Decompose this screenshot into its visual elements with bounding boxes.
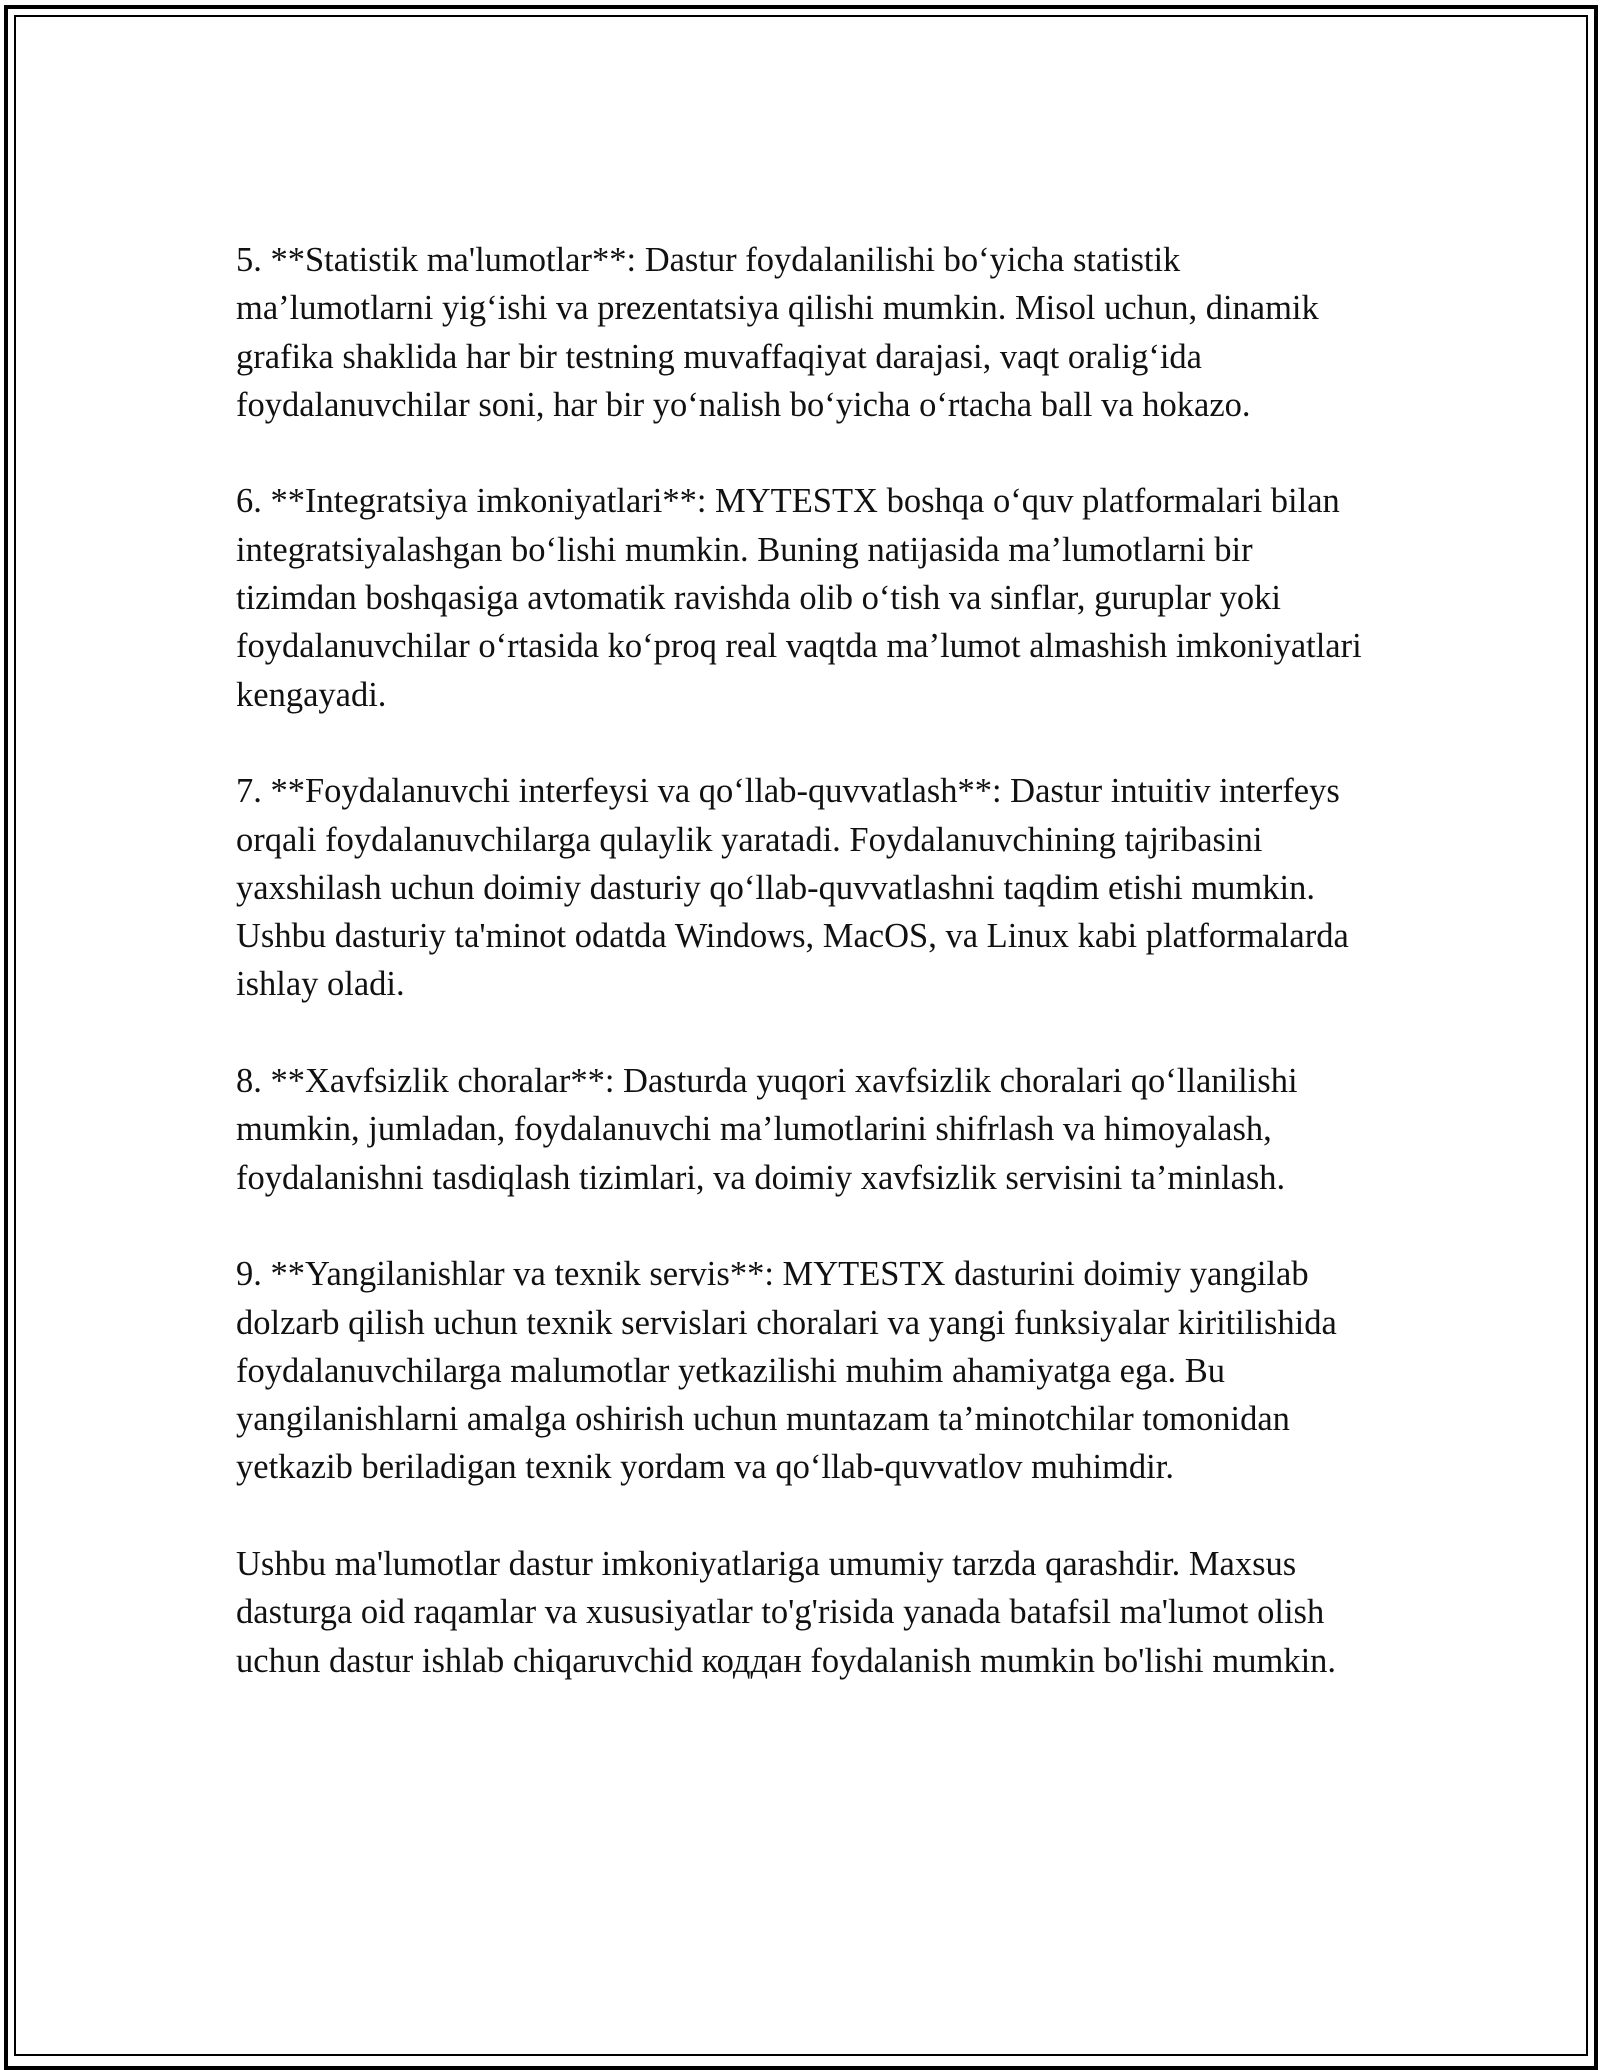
paragraph-integration: 6. **Integratsiya imkoniyatlari**: MYTESTX boshqa o‘quv platformalari bilan integratsiyalashgan bo‘lishi mumkin. Buning natijasida ma’lumotlarni bir tizimdan boshqasiga avtomatik ravishda olib o‘tish va sinflar, guruplar yoki foydalanuvchilar o‘rtasida ko‘proq real vaqtda ma’lumot almashish imkoniyatlari kengayadi. (236, 482, 1362, 714)
paragraph-security: 8. **Xavfsizlik choralar**: Dasturda yuqori xavfsizlik choralari qo‘llanilishi mumkin, jumladan, foydalanuvchi ma’lumotlarini shifrlash va himoyalash, foydalanishni tasdiqlash tizimlari, va doimiy xavfsizlik servisini ta’minlash. (236, 1062, 1298, 1197)
paragraph-updates-service: 9. **Yangilanishlar va texnik servis**: MYTESTX dasturini doimiy yangilab dolzarb qilish uchun texnik servislari choralari va yangi funksiyalar kiritilishida foydalanuvchilarga malumotlar yetkazilishi muhim ahamiyatga ega. Bu yangilanishlarni amalga oshirish uchun muntazam ta’minotchilar tomonidan yetkazib beriladigan texnik yordam va qo‘llab-quvvatlov muhimdir. (236, 1255, 1337, 1487)
paragraph-interface-support: 7. **Foydalanuvchi interfeysi va qo‘llab-quvvatlash**: Dastur intuitiv interfeys orqali foydalanuvchilarga qulaylik yaratadi. Foydalanuvchining tajribasini yaxshilash uchun doimiy dasturiy qo‘llab-quvvatlashni taqdim etishi mumkin. Ushbu dasturiy ta'minot odatda Windows, MacOS, va Linux kabi platformalarda ishlay oladi. (236, 772, 1349, 1004)
paragraph-statistics: 5. **Statistik ma'lumotlar**: Dastur foydalanilishi bo‘yicha statistik ma’lumotlarni yig‘ishi va prezentatsiya qilishi mumkin. Misol uchun, dinamik grafika shaklida har bir testning muvaffaqiyat darajasi, vaqt oralig‘ida foydalanuvchilar soni, har bir yo‘nalish bo‘yicha o‘rtacha ball va hokazo. (236, 241, 1319, 424)
paragraph-conclusion: Ushbu ma'lumotlar dastur imkoniyatlariga umumiy tarzda qarashdir. Maxsus dasturga oid raqamlar va xususiyatlar to'g'risida yanada batafsil ma'lumot olish uchun dastur ishlab chiqaruvchid коддан foydalanish mumkin bo'lishi mumkin. (236, 1545, 1337, 1680)
document-body (236, 236, 1366, 1685)
